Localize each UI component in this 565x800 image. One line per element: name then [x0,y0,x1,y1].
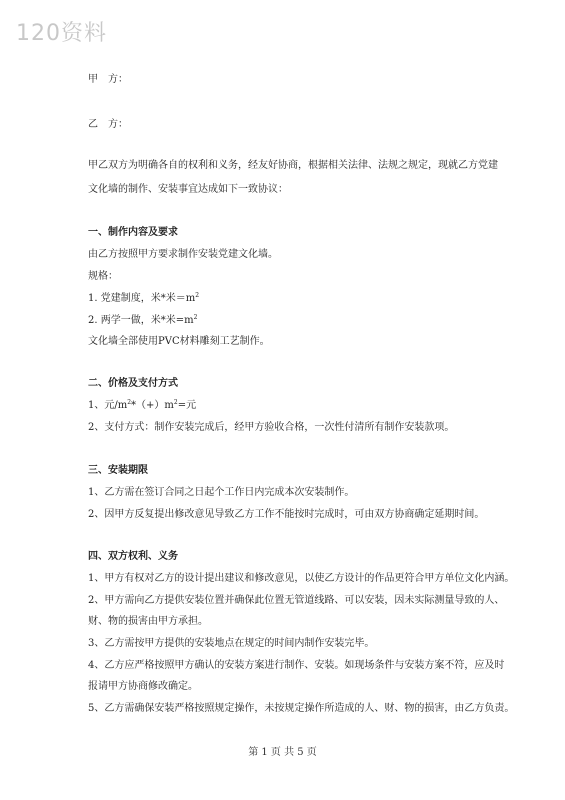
party-a-label: 甲 方： [88,74,128,85]
intro-line-1: 甲乙双方为明确各自的权利和义务，经友好协商，根据相关法律、法规之规定，现就乙方党建 [88,160,498,171]
s4-item-1: 1、甲方有权对乙方的设计提出建议和修改意见，以使乙方设计的作品更符合甲方单位文化内涵。 [88,573,515,584]
section-4-heading: 四、双方权利、义务 [88,551,178,562]
s4-item-4-line-2: 报请甲方协商修改确定。 [88,681,198,692]
s4-item-2-line-2: 财、物的损害由甲方承担。 [88,616,208,627]
s4-item-4-line-1: 4、乙方应严格按照甲方确认的安装方案进行制作、安装。如现场条件与安装方案不符，应及时 [88,660,505,671]
s4-item-3: 3、乙方需按甲方提供的安装地点在规定的时间内制作安装完毕。 [88,638,375,649]
party-b-label: 乙 方： [88,119,128,130]
s2-item-1: 1、元$/m^2*(+)m^2=$元 [88,399,197,411]
s3-item-2: 2、因甲方反复提出修改意见导致乙方工作不能按时完成时，可由双方协商确定延期时间。 [88,509,485,520]
page-footer: 第 1 页 共 5 页 [248,747,317,758]
section-2-heading: 二、价格及支付方式 [88,378,178,389]
section-3-heading: 三、安装期限 [88,465,148,476]
s2-item-2: 2、支付方式：制作安装完成后，经甲方验收合格，一次性付清所有制作安装款项。 [88,422,455,433]
s1-item-2: 2. 两学一做，米*米$=m^2$ [88,314,198,326]
s1-paragraph-3: 文化墙全部使用PVC材料雕刻工艺制作。 [88,336,270,347]
s1-spec-label: 规格： [88,271,118,282]
watermark: 120资料 [16,21,107,46]
s1-item-1: 1. 党建制度，米*米$=m^2$ [88,292,200,304]
s1-paragraph-1: 由乙方按照甲方要求制作安装党建文化墙。 [88,249,278,260]
section-1-heading: 一、制作内容及要求 [88,227,178,238]
intro-line-2: 文化墙的制作、安装事宜达成如下一致协议： [88,184,288,195]
s4-item-5: 5、乙方需确保安装严格按照规定操作，未按规定操作所造成的人、财、物的损害，由乙方负责。 [88,703,515,714]
s4-item-2-line-1: 2、甲方需向乙方提供安装位置并确保此位置无管道线路、可以安装，因未实际测量导致的人、 [88,595,505,606]
s3-item-1: 1、乙方需在签订合同之日起个工作日内完成本次安装制作。 [88,487,355,498]
